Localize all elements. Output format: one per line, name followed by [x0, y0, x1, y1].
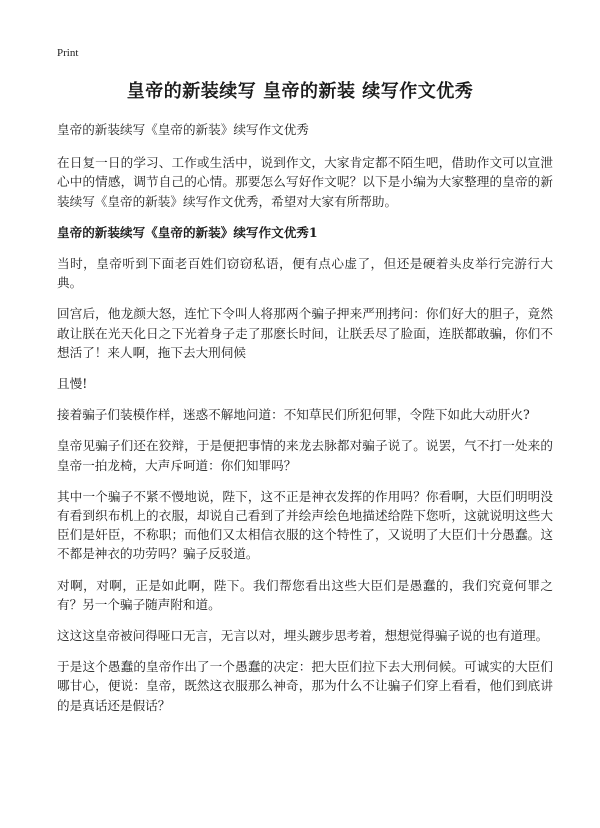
print-link[interactable]: Print	[57, 47, 79, 59]
paragraph: 且慢!	[57, 376, 88, 392]
article-body	[57, 120, 553, 727]
paragraph: 其中一个骗子不紧不慢地说，陛下，这不正是神衣发挥的作用吗？你看啊，大臣们明明没有看到织布机上的衣服，却说自己看到了并绘声绘色地描述给陛下您听，这就说明这些大臣们是奸臣，不称职；而他们又太相信衣服的这个特性了，又说明了大臣们十分愚蠢。这不都是神衣的功劳吗？骗子反驳道。	[57, 488, 553, 562]
article-subtitle: 皇帝的新装续写《皇帝的新装》续写作文优秀	[57, 122, 309, 137]
paragraph: 这这这皇帝被问得哑口无言，无言以对，埋头踱步思考着，想想觉得骗子说的也有道理。	[57, 628, 549, 644]
paragraph: 接着骗子们装模作样，迷惑不解地问道：不知草民们所犯何罪，令陛下如此大动肝火?	[57, 407, 530, 423]
paragraph: 当时，皇帝听到下面老百姓们窃窃私语，便有点心虚了，但还是硬着头皮举行完游行大典。	[57, 256, 553, 291]
paragraph: 对啊，对啊，正是如此啊，陛下。我们帮您看出这些大臣们是愚蠢的，我们究竟何罪之有？另一个骗子随声附和道。	[57, 577, 553, 612]
intro-paragraph: 在日复一日的学习、工作或生活中，说到作文，大家肯定都不陌生吧，借助作文可以宣泄心中的情感，调节自己的心情。那要怎么写好作文呢？以下是小编为大家整理的皇帝的新装续写《皇帝的新装》续写作文优秀，希望对大家有所帮助。	[57, 155, 553, 209]
section-heading: 皇帝的新装续写《皇帝的新装》续写作文优秀1	[57, 224, 318, 240]
paragraph: 于是这个愚蠢的皇帝作出了一个愚蠢的决定：把大臣们拉下去大刑伺候。可诚实的大臣们哪甘心，便说：皇帝，既然这衣服那么神奇，那为什么不让骗子们穿上看看，他们到底讲的是真话还是假话？	[57, 659, 553, 713]
paragraph: 皇帝见骗子们还在狡辩，于是便把事情的来龙去脉都对骗子说了。说罢，气不打一处来的皇帝一拍龙椅，大声斥呵道：你们知罪吗？	[57, 438, 553, 473]
paragraph: 回宫后，他龙颜大怒，连忙下令叫人将那两个骗子押来严刑拷问：你们好大的胆子，竟然敢让朕在光天化日之下光着身子走了那麽长时间，让朕丢尽了脸面，连朕都敢骗，你们不想活了！来人啊，拖下去大刑伺候	[57, 306, 553, 360]
page-title: 皇帝的新装续写 皇帝的新装 续写作文优秀	[126, 81, 474, 102]
